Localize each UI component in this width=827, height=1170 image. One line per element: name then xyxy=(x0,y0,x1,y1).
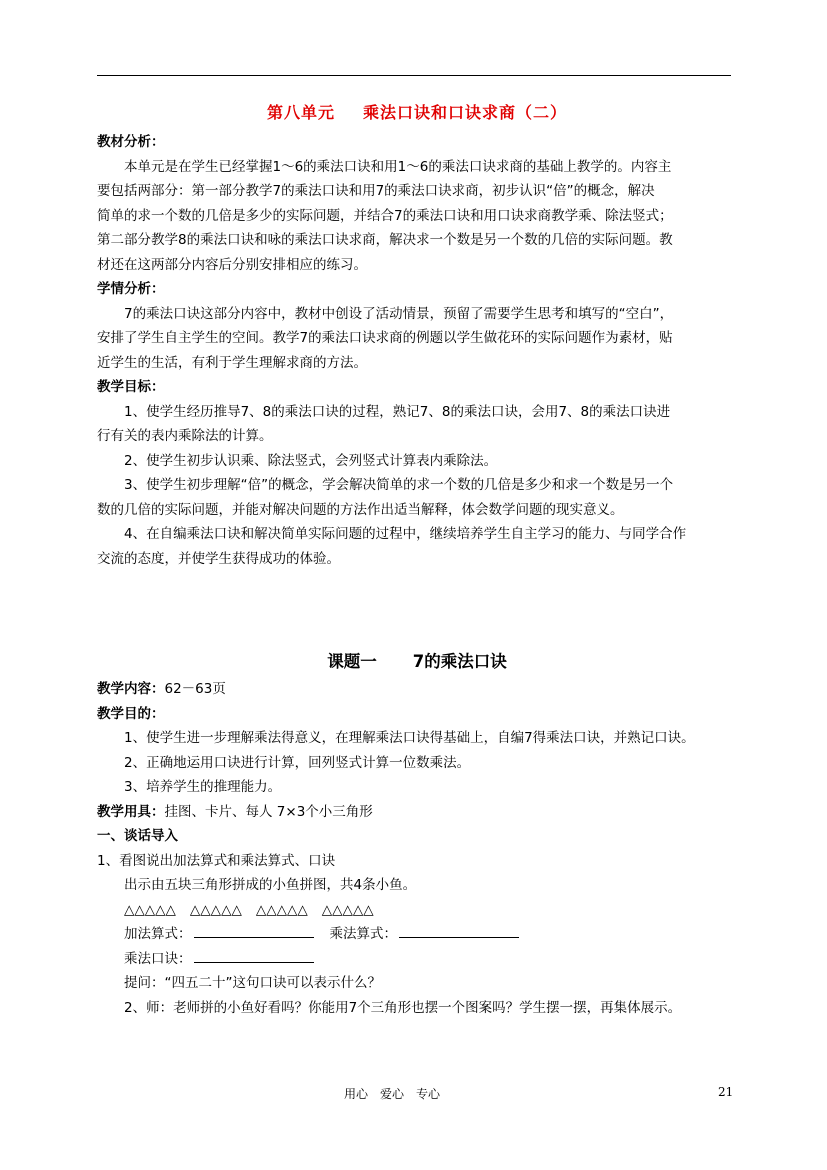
paragraph-line: 3、使学生初步理解“倍”的概念，学会解决简单的求一个数的几倍是多少和求一个数是另一个 xyxy=(124,477,674,493)
footer-motto-item: 用心 xyxy=(344,1087,369,1101)
rhyme-line xyxy=(97,947,737,972)
mul-formula-blank xyxy=(399,923,519,938)
paragraph-line: 本单元是在学生已经掌握1～6的乘法口诀和用1～6的乘法口诀求商的基础上教学的。内容主 xyxy=(124,158,672,175)
part1-heading: 一、谈话导入 xyxy=(97,828,178,844)
lesson-content-value: 62－63页 xyxy=(164,681,226,697)
paragraph-line: 安排了学生自主学生的空间。教学7的乘法口诀求商的例题以学生做花环的实际问题作为素材，贴 xyxy=(97,330,673,346)
step1-line: 1、看图说出加法算式和乘法算式、口诀 xyxy=(97,852,336,869)
add-formula-label: 加法算式： xyxy=(124,926,192,942)
lesson-title-right: 7的乘法口诀 xyxy=(412,652,507,671)
rhyme-blank xyxy=(194,948,314,963)
aim-heading: 教学目的： xyxy=(97,705,165,722)
unit-title-right: 乘法口诀和口诀求商（二） xyxy=(363,103,568,122)
add-formula-blank xyxy=(194,923,314,938)
paragraph-line: 1、使学生进一步理解乘法得意义，在理解乘法口诀得基础上，自编7得乘法口诀，并熟记口诀。 xyxy=(124,730,695,746)
paragraph-line: 交流的态度，并使学生获得成功的体验。 xyxy=(97,550,340,567)
paragraph-line: 要包括两部分：第一部分教学7的乘法口诀和用7的乘法口诀求商，初步认识“倍”的概念，解决 xyxy=(97,183,655,199)
lesson-content-line xyxy=(97,677,737,702)
section-spacer xyxy=(97,571,737,647)
question-line: 提问：“四五二十”这句口诀可以表示什么？ xyxy=(124,975,381,991)
paragraph-line: 3、培养学生的推理能力。 xyxy=(124,779,282,795)
tools-line xyxy=(97,800,737,825)
rhyme-label: 乘法口诀： xyxy=(124,950,192,967)
triangle-group: △△△△△ xyxy=(189,901,242,918)
paragraph-line: 1、使学生经历推导7、8的乘法口诀的过程，熟记7、8的乘法口诀，会用7、8的乘法口诀进 xyxy=(124,403,671,420)
formula-line xyxy=(97,922,737,947)
paragraph-line: 行有关的表内乘除法的计算。 xyxy=(97,428,273,444)
triangle-group: △△△△△ xyxy=(321,901,374,918)
step1-desc-line: 出示由五块三角形拼成的小鱼拼图，共4条小鱼。 xyxy=(124,877,417,893)
paragraph-line: 7的乘法口诀这部分内容中，教材中创设了活动情景，预留了需要学生思考和填写的“空白”， xyxy=(124,305,674,322)
analysis-heading: 教材分析： xyxy=(97,134,165,150)
lesson-title xyxy=(97,647,737,677)
triangle-group: △△△△△ xyxy=(124,901,176,918)
paragraph-line: 数的几倍的实际问题，并能对解决问题的方法作出适当解释，体会数学问题的现实意义。 xyxy=(97,501,624,518)
lesson-title-left: 课题一 xyxy=(327,652,377,671)
paragraph-line: 近学生的生活，有利于学生理解求商的方法。 xyxy=(97,354,367,371)
tools-label: 教学用具： xyxy=(97,803,165,820)
triangle-row xyxy=(97,898,737,923)
unit-title-left: 第八单元 xyxy=(266,103,335,122)
student-heading: 学情分析： xyxy=(97,281,165,297)
triangle-group: △△△△△ xyxy=(255,901,308,918)
paragraph-line: 4、在自编乘法口诀和解决简单实际问题的过程中，继续培养学生自主学习的能力、与同学合作 xyxy=(124,526,687,542)
lesson-content-label: 教学内容： xyxy=(97,681,165,697)
mul-formula-label: 乘法算式： xyxy=(329,926,397,942)
page-number: 21 xyxy=(718,1085,734,1099)
goal-heading: 教学目标： xyxy=(97,379,165,395)
paragraph-line: 第二部分教学8的乘法口诀和咏的乘法口诀求商，解决求一个数是另一个数的几倍的实际问题。教 xyxy=(97,232,673,248)
paragraph-line: 简单的求一个数的几倍是多少的实际问题，并结合7的乘法口诀和用口诀求商教学乘、除法竖式； xyxy=(97,207,673,224)
footer-motto-item: 专心 xyxy=(416,1087,441,1101)
paragraph-line: 2、使学生初步认识乘、除法竖式，会列竖式计算表内乘除法。 xyxy=(124,452,498,469)
tools-value: 挂图、卡片、每人 7×3个小三角形 xyxy=(164,803,373,820)
header-rule xyxy=(97,75,731,76)
step2-line: 2、师：老师拼的小鱼好看吗？你能用7个三角形也摆一个图案吗？学生摆一摆，再集体展示。 xyxy=(124,999,682,1016)
unit-title xyxy=(97,96,737,130)
paragraph-line: 材还在这两部分内容后分别安排相应的练习。 xyxy=(97,256,367,273)
document-body xyxy=(97,96,737,1020)
footer-motto-item: 爱心 xyxy=(380,1087,405,1101)
footer-motto xyxy=(344,1085,452,1102)
paragraph-line: 2、正确地运用口诀进行计算，回列竖式计算一位数乘法。 xyxy=(124,754,471,771)
